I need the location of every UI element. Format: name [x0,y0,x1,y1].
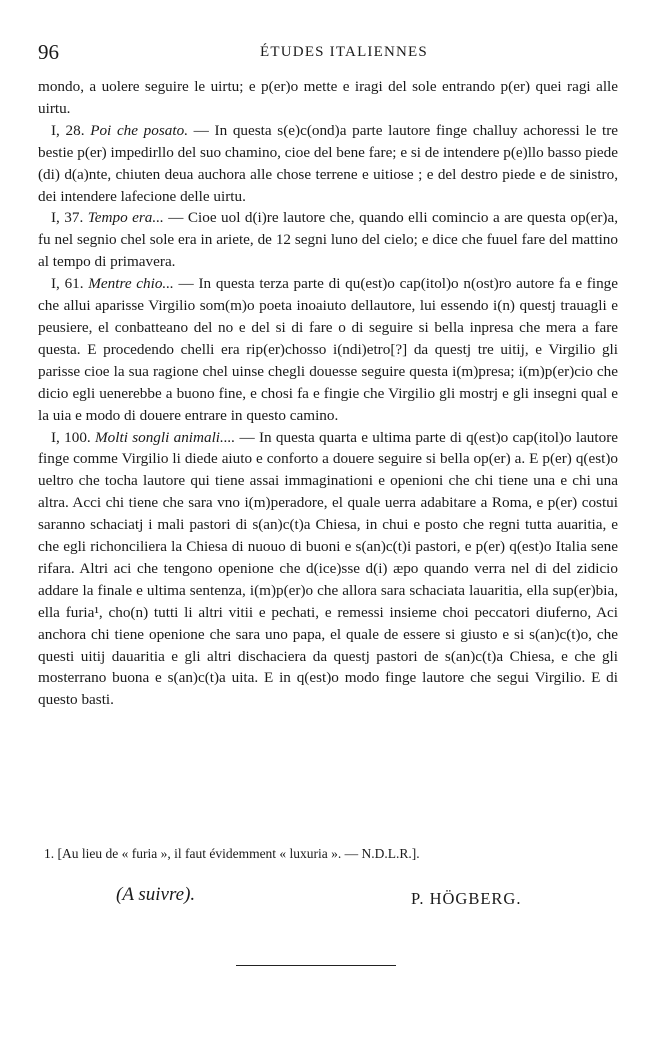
page-number: 96 [38,40,59,64]
verse-reference: I, 100. [51,428,91,446]
paragraph-gloss-i-100 [38,427,618,712]
commentary-text [38,76,618,711]
running-head [38,40,620,64]
verse-reference: I, 61. [51,275,84,293]
lemma: Poi che posato. [90,121,188,139]
paragraph-text: mondo, a uolere seguire le uirtu; e p(er)o mette e iragi del sole entrando p(er) quei ragi alle uirtu. [38,78,618,117]
to-be-continued: (A suivre). [116,884,196,905]
verse-reference: I, 28. [51,121,85,139]
paragraph-text: — In questa s(e)c(ond)a parte lautore finge challuy achoressi le tre bestie p(er) impedirllo del suo chamino, cioe del bene fare; e si de intendere p(e)llo basso piede (di) d(a)nte, chiuten deua auchora alle chose terrene e uitiose ; e del destro piede e de sinistro, dei intendere lafecione delle uirtu. [38,121,619,205]
verse-reference: I, 37. [51,209,84,227]
end-rule [236,965,396,966]
author-signature: P. HÖGBERG. [411,889,522,908]
paragraph-text: — Cioe uol d(i)re lautore che, quando elli comincio a are questa op(er)a, fu nel segnio chel sole era in ariete, de 12 segni luno del cielo; e dice che fuuel fare del mattino al tempo di primavera. [38,209,619,271]
lemma: Mentre chio... [88,275,174,293]
paragraph-gloss-i-61 [38,273,618,426]
paragraph-continuation [38,76,618,120]
journal-title: ÉTUDES ITALIENNES [260,44,428,60]
lemma: Molti songli animali.... [95,428,236,446]
paragraph-gloss-i-37 [38,207,618,273]
paragraph-text: — In questa terza parte di qu(est)o cap(itol)o n(ost)ro autore fa e finge che allui aparisse Virgilio som(m)o poeta inoaiuto dellautore, lui essendo i(n) questj trauagli e peusiere, el conbatteano del no e del si di fare o di seguire si bella inpresa che mera a fare questa. E procedendo chelli era rip(er)chosso i(ndi)etro[?] da questj tre uitij, e Virgilio gli parisse cioe la sua ragione chel uinse chegli douesse seguire questa i(m)presa; i(m)p(er)cio che dicio egli uenerebbe a buono fine, e chosi fa e fingie che Virgilio gli mostrj e gli insegni qual e la uia e modo di douere entrare in questo camino. [38,275,618,424]
paragraph-text: — In questa quarta e ultima parte di q(est)o cap(itol)o lautore finge comme Virgilio li diede aiuto e conforto a douere seguire si bella op(er) a. E p(er) q(est)o ueltro che tocha lautore qui tiene assai immaginationi e openioni che chi tiene una e chi una altra. Acci chi tiene che sara vno i(m)peradore, el quale uerra adabitare a Roma, e p(er) costui saranno schaciatj i mali pastori di s(an)c(t)a Chiesa, in chui e posto che regni tutta auaritia, e che egli richonciliera la Chiesa di nuouo di buoni e s(an)c(t)i pastori, e p(er) q(est)o Italia sene rifara. Altri aci che tengono openione che d(ice)sse d(i) æpo quando verra nel di del zidicio addare la finale e ultima sentenza, i(m)p(er)o che allora sara schaciata lauaritia, ella sup(er)bia, ella furia¹, cho(n) tutti li altri vitii e pechati, e remessi insieme choi peccatori diuferno, Aci anchora chi tiene openione che sara uno papa, el quale de essere si giusto e si s(an)c(t)o, che questi uitij dauaritia e gli altri dischaciera da questj pastori de s(an)c(t)a Chiesa, e che gli mosterrano buona e s(an)c(t)a uita. E in q(est)o modo finge lautore che segui Virgilio. E di questo basti. [38,428,619,709]
footnote: 1. [Au lieu de « furia », il faut évidemment « luxuria ». — N.D.L.R.]. [44,846,420,861]
lemma: Tempo era... [87,209,164,227]
paragraph-gloss-i-28 [38,120,618,208]
